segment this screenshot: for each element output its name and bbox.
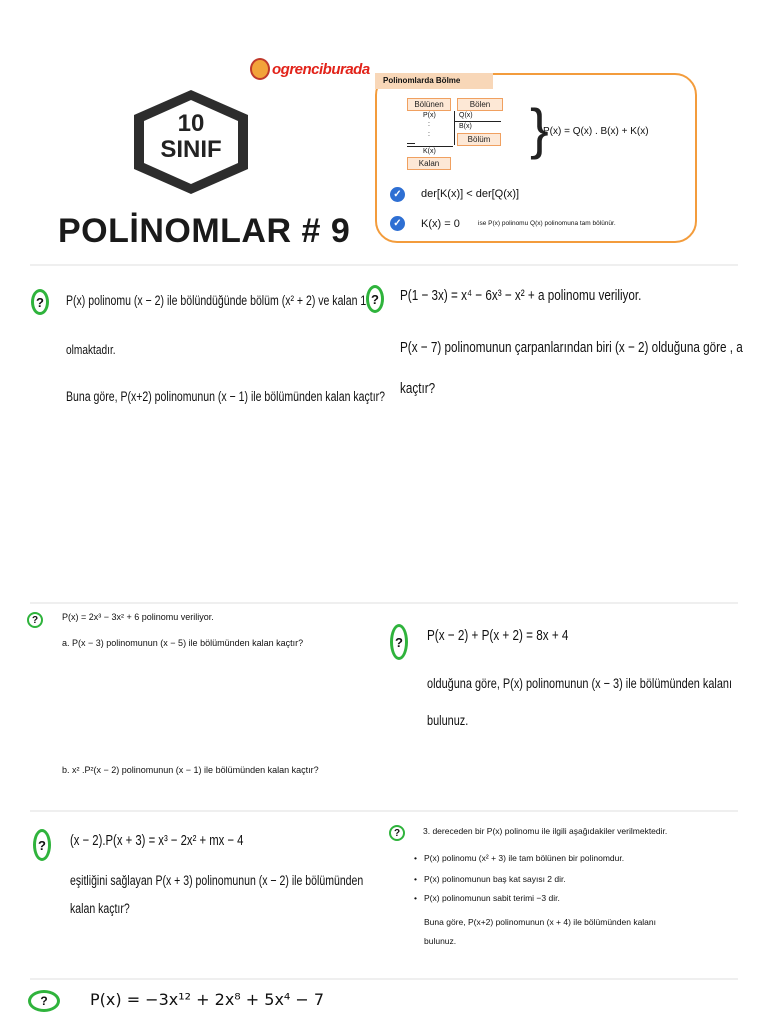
q1-line-3: Buna göre, P(x+2) polinomunun (x − 1) ile bölümünden kalan kaçtır? xyxy=(66,389,386,404)
division-formula: P(x) = Q(x) . B(x) + K(x) xyxy=(543,126,649,137)
q4-line-2: olduğuna göre, P(x) polinomunun (x − 3) ile bölümünden kalanı xyxy=(427,675,733,691)
div-px: P(x) xyxy=(423,112,436,119)
check-icon-1: ✓ xyxy=(390,187,405,202)
label-bolen: Bölen xyxy=(457,98,503,111)
div-kx: K(x) xyxy=(423,148,436,155)
question-icon-1: ? xyxy=(31,289,49,315)
info-box xyxy=(375,63,700,242)
q5-line-2: eşitliğini sağlayan P(x + 3) polinomunun (x − 2) ile bölümünden xyxy=(70,873,364,888)
question-icon-7: ? xyxy=(40,994,48,1008)
rule-zero-note: ise P(x) polinomu Q(x) polinomuna tam bölünür. xyxy=(478,220,616,227)
q6-line-3: bulunuz. xyxy=(424,936,457,946)
q6-line-2: Buna göre, P(x+2) polinomunun (x + 4) ile bölümünden kalanı xyxy=(424,917,657,927)
q1-line-2: olmaktadır. xyxy=(66,342,116,357)
divider-row-1 xyxy=(30,264,738,266)
div-vline xyxy=(454,111,455,145)
q7-icon-frame xyxy=(28,990,60,1012)
label-kalan: Kalan xyxy=(407,157,451,170)
q3-line-3: b. x² .P²(x − 2) polinomunun (x − 1) ile bölümünden kalan kaçtır? xyxy=(62,765,319,775)
mascot-icon xyxy=(250,58,270,80)
q6-line-1: 3. dereceden bir P(x) polinomu ile ilgili aşağıdakiler verilmektedir. xyxy=(423,826,668,836)
rule-degree: der[K(x)] < der[Q(x)] xyxy=(421,188,520,200)
info-box-title: Polinomlarda Bölme xyxy=(375,73,493,89)
question-icon-4: ? xyxy=(390,624,408,660)
q2-line-2: P(x − 7) polinomunun çarpanlarından biri (x − 2) olduğuna göre , a xyxy=(400,339,743,356)
q3-line-1: P(x) = 2x³ − 3x² + 6 polinomu veriliyor. xyxy=(62,612,214,622)
badge-label: SINIF xyxy=(160,136,222,163)
q3-line-2: a. P(x − 3) polinomunun (x − 5) ile bölümünden kalan kaçtır? xyxy=(62,638,304,648)
div-dots-2: : xyxy=(428,131,430,138)
q5-line-3: kalan kaçtır? xyxy=(70,901,130,916)
q6-bullet-3: • P(x) polinomunun sabit terimi −3 dir. xyxy=(424,893,560,903)
q2-line-3: kaçtır? xyxy=(400,380,436,397)
question-icon-5: ? xyxy=(33,829,51,861)
div-hline xyxy=(455,121,501,122)
question-icon-2: ? xyxy=(366,285,384,313)
div-dots-1: : xyxy=(428,121,430,128)
label-bolunen: Bölünen xyxy=(407,98,451,111)
q1-line-1: P(x) polinomu (x − 2) ile bölündüğünde bölüm (x² + 2) ve kalan 1 xyxy=(66,293,367,308)
q4-line-1: P(x − 2) + P(x + 2) = 8x + 4 xyxy=(427,627,569,644)
grade-badge xyxy=(128,88,254,196)
page-title: POLİNOMLAR # 9 xyxy=(58,212,351,250)
divider-row-3 xyxy=(30,810,738,812)
div-minus xyxy=(407,143,415,144)
q5-line-1: (x − 2).P(x + 3) = x³ − 2x² + mx − 4 xyxy=(70,833,244,849)
question-icon-6: ? xyxy=(389,825,405,841)
brand-logo xyxy=(250,58,370,80)
brand-name: ogrenciburada xyxy=(272,60,370,78)
divider-row-2 xyxy=(30,602,738,604)
q4-line-3: bulunuz. xyxy=(427,712,469,728)
rule-zero: K(x) = 0 xyxy=(421,218,460,230)
div-bx: B(x) xyxy=(459,123,472,130)
q6-bullet-1: • P(x) polinomu (x² + 3) ile tam bölünen bir polinomdur. xyxy=(424,853,624,863)
label-bolum: Bölüm xyxy=(457,133,501,146)
question-icon-3: ? xyxy=(27,612,43,628)
check-icon-2: ✓ xyxy=(390,216,405,231)
div-qx: Q(x) xyxy=(459,112,473,119)
q2-line-1: P(1 − 3x) = x⁴ − 6x³ − x² + a polinomu veriliyor. xyxy=(400,287,642,304)
q7-line-1: P(x) = −3x¹² + 2x⁸ + 5x⁴ − 7 xyxy=(90,990,325,1009)
div-hline-2 xyxy=(407,146,453,147)
brace: } xyxy=(530,97,549,160)
badge-number: 10 xyxy=(177,110,205,137)
divider-row-4 xyxy=(30,978,738,980)
q6-bullet-2: • P(x) polinomunun baş kat sayısı 2 dir. xyxy=(424,874,566,884)
